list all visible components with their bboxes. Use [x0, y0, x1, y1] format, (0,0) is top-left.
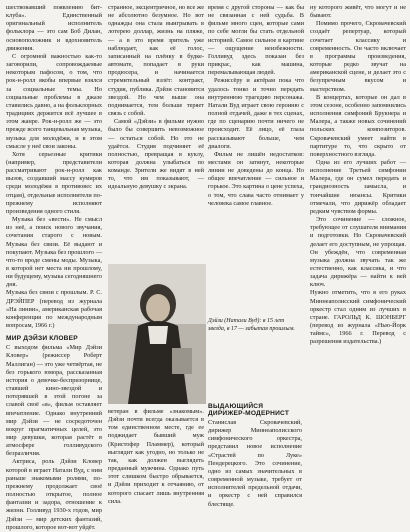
column-2-bottom — [108, 408, 204, 526]
paragraph: Актриса, роль Дэйзи Кловер которой в играет Натали Вуд, с ним раньше знакомыми ролями, по-прежнему продолжает своё полностью открытое, полное фантазии и задора, отношение к жизни. Голливуд 1930-х годов, мир Дэйзи — мир детских фантазий, прошлого, которое вот-вот уйдёт. — [6, 458, 102, 531]
column-3-bottom — [208, 398, 302, 526]
paragraph: Одна из его лучших работ — исполнение Третьей симфонии Малера, где он сумел передать и грандиозность замысла, и тончайшие нюансы. Критики отмечали, что дирижёр обладает редким чувством формы. — [310, 158, 406, 215]
paragraph: В концертах, которые он дал в этом сезоне, особенно запомнились исполнения симфоний Брукнера и Малера, а также новых сочинений польских композиторов. Скровачевский умеет найти в партитуре то, что скрыто от поверхностного взгляда. — [310, 93, 406, 158]
column-3-top — [208, 4, 304, 312]
paragraph: Музыка без «вести». Не смысл из неё, а поиск нового звучания, сочетания старого с новым. Музыка без связи. Её выдают и покупают. Музыка без прошлого — что-то вроде смены моды. Музыка, в которой нет места ни прошлому, ни будущему, музыка сегодняшнего дня. — [6, 216, 102, 289]
paragraph: время с другой стороны — как бы не связанная с ней судьба. В фильме много сцен, которые сами по себе могли бы стать отдельной историей. Самое сильное в картине — ощущение неизбежности. Голливуд здесь показан без прикрас, как машина, перемалывающая людей. — [208, 4, 304, 77]
paragraph: Фильм не лишён недостатков: местами он затянут, некоторые линии не доведены до конца. Но общее впечатление — сильное и горькое. Это картина о цене успеха, о том, что слава часто отнимает у человека самое главное. — [208, 150, 304, 207]
section-heading-klover: МИР ДЭЙЗИ КЛОВЕР — [6, 335, 78, 343]
photo-caption: Дэйзи (Натали Вуд): в 15 лет звезда, в 17 — забытая прошлым. — [208, 318, 295, 332]
paragraph: ветеран в фильме «знакомым». Дэйзи почти всегда оказывается в том единственном месте, где ее поджидает бывший муж (Кристофер Пламмер), который выглядит как угодно, но только не так, как должен выглядеть преданный мужчина. Однако путь этот слишком быстро обрывается, и Дэйзи приходит к отчаянию, от которого спасает лишь внутренняя сила. — [108, 408, 204, 505]
column-1 — [6, 4, 102, 531]
woman-portrait-illustration — [108, 264, 206, 404]
section-heading-dirigent: ВЫДАЮЩИЙСЯ ДИРИЖЕР-МОДЕРНИСТ — [208, 403, 290, 417]
column-4 — [310, 4, 406, 526]
paragraph: С выходом фильма «Мир Дэйзи Кловер» (режиссер Роберт Маллиган) — это уже четвёртая, не без горького юмора, рассказанная история о девочке-беспризорнице, ставшей кино-звездой и потерявшей в этой погоне за славой своё «я», фильм оставляет впечатление. Однако внутренний мир Дэйзи — не сосредоточен вокруг прагматичных целей, это мир девушки, которая растёт в атмосфере голливудского безразличия. — [6, 344, 102, 458]
paragraph: шествовавший появлению бит-клуба». Единственный оригинальный исполнитель фольклора — это сам Боб Дилан, основоположник и вдохновитель движения. — [6, 4, 102, 52]
paragraph: Режиссёру и актёрам пока что удалось тонко и точно передать внутреннюю трагедию персонажа. Натали Вуд играет свою героиню с полной отдачей, даже в тех сценах, где по сценарию почти ничего не происходит. Её лицо, её глаза рассказывают больше, чем диалоги. — [208, 77, 304, 150]
source-note: Нужно отметить, что в его руках Миннеаполисский симфонический оркестр стал одним из лучших в стране. ГАРОЛЬД К. ШОНБЕРГ (перевод из журнала «Нью-Йорк таймс», 1966 г. Перевод с разрешения издательства.) — [310, 289, 406, 346]
paragraph: Самой «Дэйзи» в фильме нужно было бы совершить невозможное — остаться собой. Но это не удаётся. Студия подчиняет её полностью, превращая в куклу, которая должна улыбаться по команде. Зрители же видят в ней то, что им показывают, — идеальную девушку с экрана. — [108, 118, 204, 191]
source-note: Музыка без связи с прошлым. Р. С. ДРЭЙПЕР (перевод из журнала «На линии», американская рабочая конференция по международным вопросам, 1966 г.) — [6, 289, 102, 330]
film-still-photo — [108, 264, 206, 404]
paragraph: странное, эксцентричное, но все же не абсолютно безумное. Но вот однажды она стала выигрывать в лотерею доллар, жизнь на пляже, — а в это время зритель уже наблюдает, как её голос, записанный на плёнку в будке-автомате, попадает в руки продюсера, и начинается стремительный взлёт: контракт, студия, публика. Дэйзи становится звездой. Но чем выше она поднимается, тем больше теряет связь с собой. — [108, 4, 204, 118]
paragraph: С огромной важностью как-то заговорили, сопровождаемые некоторым пафосом, о том, что рок-н-ролл якобы впервые взялся за социальные темы. Но социальные проблемы в джазе ставились давно, а на фольклорных традициях держится всё лучшее в этом жанре. Рок-н-ролл же — это прежде всего танцевальная музыка, музыка для молодёжи, и в этом смысле у неё свои законы. — [6, 52, 102, 150]
paragraph: ну которого живёт, что могут и не бывают. — [310, 4, 406, 20]
column-2-top — [108, 4, 204, 260]
paragraph: Станислав Скровачевский, дирижер Миннеаполисского симфонического оркестра, представил новое исполнение «Страстей по Луке» Пендерецкого. Это сочинение, одно из самых значительных в современной музыке, требует от исполнителей предельной отдачи, и оркестр с ней справился блестяще. — [208, 419, 302, 508]
paragraph: Помимо прочего, Скровачевский создаёт репертуар, который сочетает классику и современность. Он часто включает в программы произведения, которые редко звучат на американской сцене, и делает это с безупречным вкусом и мастерством. — [310, 20, 406, 93]
paragraph: Это сочинение — сложное, требующее от слушателя внимания и подготовки. Но Скровачевский делает его доступным, не упрощая. Он убеждён, что современная музыка должна звучать так же естественно, как классика, и что задача дирижёра — найти к ней ключ. — [310, 216, 406, 289]
paragraph: Хотя серьезные критики (например, представители рассматривают рок-н-ролл как вызов, создавший массу кумиров среди молодёжи в противовес их отцам), отдельные исполнители по-прежнему исполняют произведения одного стиля. — [6, 150, 102, 215]
